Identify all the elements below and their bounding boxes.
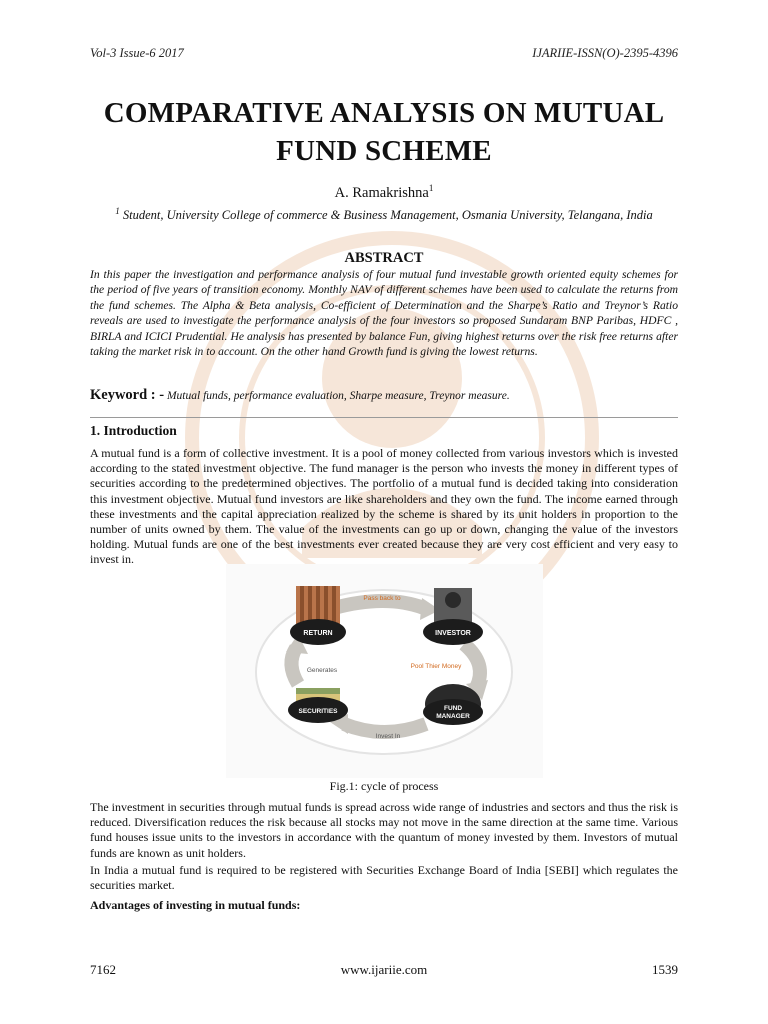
node-investor-label: INVESTOR xyxy=(435,630,471,637)
subheading-advantages: Advantages of investing in mutual funds: xyxy=(90,898,301,912)
affiliation-sup: 1 xyxy=(115,206,120,216)
figure-caption: Fig.1: cycle of process xyxy=(329,779,439,793)
divider xyxy=(90,417,678,418)
node-return xyxy=(290,586,346,645)
node-securities-label: SECURITIES xyxy=(298,708,338,715)
arrow-label-generates: Generates xyxy=(306,667,338,674)
arrow-label-invest: Invest In xyxy=(375,733,401,740)
author-sup: 1 xyxy=(428,183,434,193)
body-paragraph-2: The investment in securities through mutual funds is spread across wide range of industries and sectors and thus the risk is reduced. Diversification reduces the risk because all stocks may not move in the same direction at the same time. Various fund houses issue units to the investors in accordance with the quantum of money invested by them. Investors of mutual funds are known as unit holders. xyxy=(90,800,678,860)
keyword-label: Keyword : - xyxy=(90,387,165,403)
body-paragraph-3: In India a mutual fund is required to be registered with Securities Exchange Board of India [SEBI] which regulates the securities market. xyxy=(90,863,678,893)
abstract-heading: ABSTRACT xyxy=(344,250,424,266)
footer-website: www.ijariie.com xyxy=(340,962,428,977)
affiliation xyxy=(92,203,676,223)
author-name: A. Ramakrishna xyxy=(334,184,429,201)
cycle-figure xyxy=(226,564,543,778)
arrow-label-pool: Pool Thier Money xyxy=(410,663,462,670)
footer-page-number: 1539 xyxy=(652,962,678,977)
issn: IJARIIE-ISSN(O)-2395-4396 xyxy=(532,46,678,60)
node-securities xyxy=(288,688,348,723)
footer-paper-id: 7162 xyxy=(90,962,116,977)
arrow-label-pass-back: Pass back to xyxy=(363,595,401,602)
running-footer xyxy=(90,962,678,978)
node-fund-label-1: FUND xyxy=(443,705,463,712)
arrow-pass-back xyxy=(334,601,424,608)
node-return-label: RETURN xyxy=(303,630,333,637)
author xyxy=(0,183,768,202)
paper-title xyxy=(60,94,708,170)
keyword-text: Mutual funds, performance evaluation, Sharpe measure, Treynor measure. xyxy=(164,390,510,402)
affiliation-text: Student, University College of commerce & Business Management, Osmania University, Telangana, India xyxy=(119,208,653,223)
keywords xyxy=(90,387,678,404)
arrow-invest xyxy=(344,724,426,732)
title-line-1: COMPARATIVE ANALYSIS ON MUTUAL xyxy=(103,97,665,129)
arrow-generates xyxy=(291,648,298,684)
running-header xyxy=(90,46,678,62)
intro-paragraph: A mutual fund is a form of collective investment. It is a pool of money collected from various investors which is invested according to the stated investment objective. The fund manager is the person who invests the money in different types of securities according to the predetermined objectives. The portfolio of a mutual fund is decided taking into consideration this investment objective. Mutual fund investors are like shareholders and they own the fund. The income earned through these investments and the capital appreciation realized by the scheme is shared by its unit holders in proportion to the number of units owned by them. The value of the investments can go up or down, changing the value of the investors holding. Mutual funds are one of the best investments ever created because they are very cost efficient and very easy to invest in. xyxy=(90,446,678,567)
volume-issue: Vol-3 Issue-6 2017 xyxy=(90,46,184,60)
node-fund-label-2: MANAGER xyxy=(436,713,470,720)
title-line-2: FUND SCHEME xyxy=(276,135,492,167)
section-heading-introduction: 1. Introduction xyxy=(90,423,177,438)
abstract-text: In this paper the investigation and performance analysis of four mutual fund investable growth oriented equity schemes for the period of five years of transition economy. Monthly NAV of different schemes have been used to calculate the returns from the fund schemes. The Alpha & Beta analysis, Co-efficient of Determination and the Sharpe’s Ratio and Treynor’s Ratio reveals are used to investigate the performance analysis of the four investors so proposed Sundaram BNP Paribas, HDFC , BIRLA and ICICI Prudential. He analysis has presented by balance Fun, giving highest returns over the risk free returns after taking the market risk in to account. On the other hand Growth fund is giving the lowest returns. xyxy=(90,268,678,359)
